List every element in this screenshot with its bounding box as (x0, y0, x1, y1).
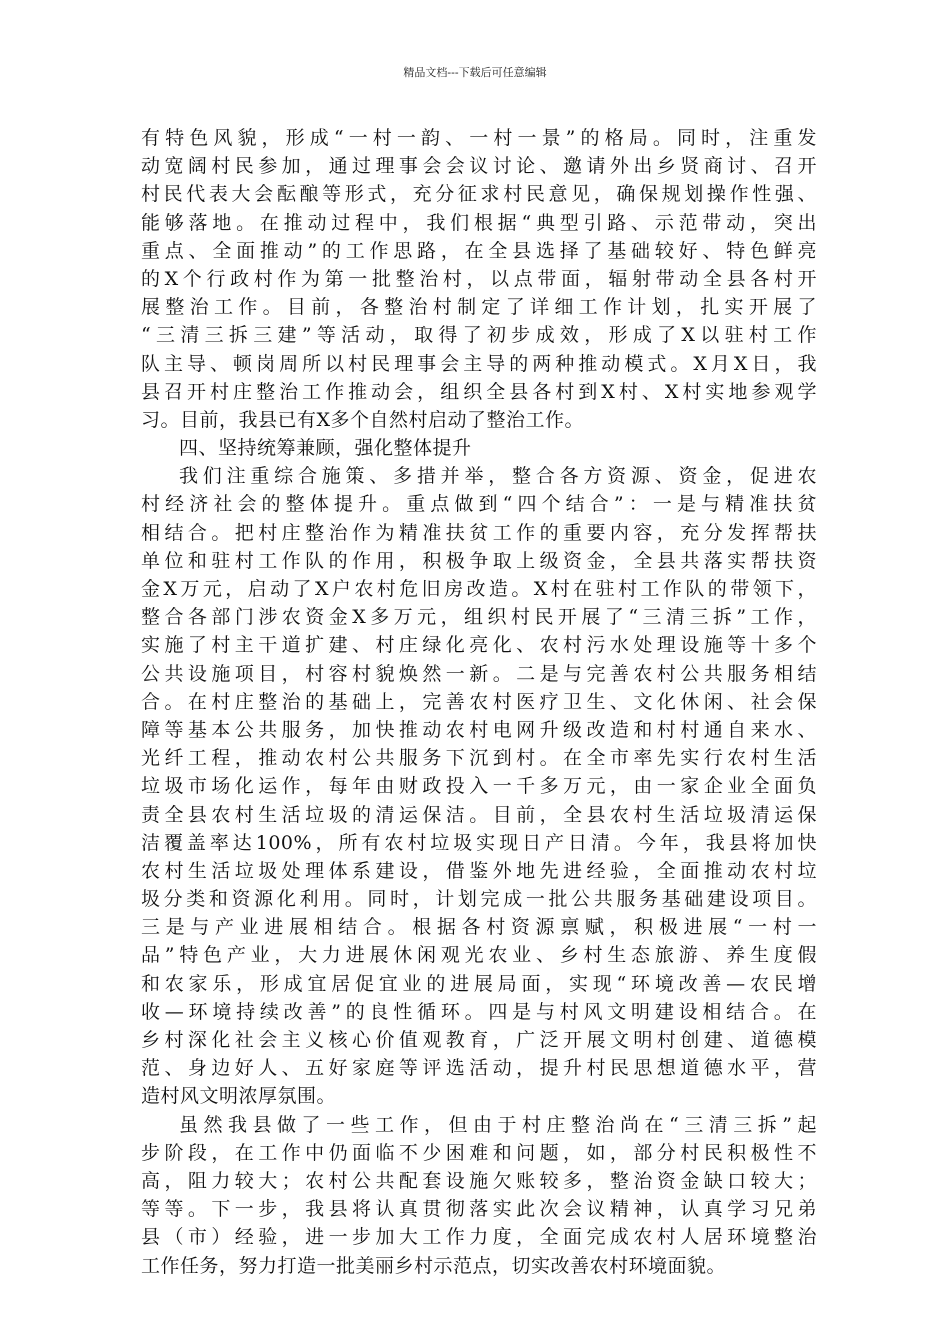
text-line: 能够落地。在推动过程中，我们根据“典型引路、示范带动，突出 (141, 211, 817, 234)
text-line: 高，阻力较大；农村公共配套设施欠账较多，整治资金缺口较大； (141, 1169, 817, 1192)
text-line: 村民代表大会酝酿等形式，充分征求村民意见，确保规划操作性强、 (141, 183, 817, 206)
text-line: 相结合。把村庄整治作为精准扶贫工作的重要内容，充分发挥帮扶 (141, 521, 817, 544)
text-line: 的X个行政村作为第一批整治村，以点带面，辐射带动全县各村开 (141, 267, 817, 290)
text-line: 队主导、顿岗周所以村民理事会主导的两种推动模式。X月X日，我 (141, 352, 817, 375)
text-line: 习。目前，我县已有X多个自然村启动了整治工作。 (141, 408, 585, 431)
text-line: 整合各部门涉农资金X多万元，组织村民开展了“三清三拆”工作， (141, 606, 817, 629)
text-line: 步阶段，在工作中仍面临不少困难和问题，如，部分村民积极性不 (141, 1141, 817, 1164)
text-line: 造村风文明浓厚氛围。 (141, 1085, 337, 1108)
text-line: 收—环境持续改善”的良性循环。四是与村风文明建设相结合。在 (141, 1000, 817, 1023)
text-line: 圾分类和资源化利用。同时，计划完成一批公共服务基础建设项目。 (141, 888, 817, 911)
text-line: 四、坚持统筹兼顾，强化整体提升 (179, 437, 472, 460)
text-line: 我们注重综合施策、多措并举，整合各方资源、资金，促进农 (179, 465, 817, 488)
text-line: 乡村深化社会主义核心价值观教育，广泛开展文明村创建、道德模 (141, 1029, 817, 1051)
text-line: 垃圾市场化运作，每年由财政投入一千多万元，由一家企业全面负 (141, 775, 817, 798)
text-line: 虽然我县做了一些工作，但由于村庄整治尚在“三清三拆”起 (179, 1113, 817, 1136)
text-line: 有特色风貌，形成“一村一韵、一村一景”的格局。同时，注重发 (141, 127, 817, 149)
text-line: 洁覆盖率达100%，所有农村垃圾实现日产日清。今年，我县将加快 (141, 831, 817, 854)
text-line: 三是与产业进展相结合。根据各村资源禀赋，积极进展“一村一 (141, 916, 817, 939)
text-line: 村经济社会的整体提升。重点做到“四个结合”：一是与精准扶贫 (141, 493, 817, 516)
text-line: 和农家乐，形成宜居促宜业的进展局面，实现“环境改善—农民增 (141, 972, 817, 995)
page-header: 精品文档---下载后可任意编辑 (403, 66, 547, 79)
text-line: 等等。下一步，我县将认真贯彻落实此次会议精神，认真学习兄弟 (141, 1198, 817, 1221)
text-line: 工作任务，努力打造一批美丽乡村示范点，切实改善农村环境面貌。 (141, 1254, 727, 1277)
text-line: 公共设施项目，村容村貌焕然一新。二是与完善农村公共服务相结 (141, 662, 817, 685)
text-line: 单位和驻村工作队的作用，积极争取上级资金，全县共落实帮扶资 (141, 549, 817, 572)
text-line: 县（市）经验，进一步加大工作力度，全面完成农村人居环境整治 (141, 1226, 817, 1249)
text-line: 障等基本公共服务，加快推动农村电网升级改造和村村通自来水、 (141, 718, 817, 741)
text-line: 动宽阔村民参加，通过理事会会议讨论、邀请外出乡贤商讨、召开 (141, 155, 817, 178)
document-body (141, 124, 817, 1280)
text-line: 光纤工程，推动农村公共服务下沉到村。在全市率先实行农村生活 (141, 747, 817, 770)
text-line: 县召开村庄整治工作推动会，组织全县各村到X村、X村实地参观学 (141, 380, 817, 403)
text-line: 范、身边好人、五好家庭等评选活动，提升村民思想道德水平，营 (141, 1057, 817, 1080)
text-line: 品”特色产业，大力进展休闲观光农业、乡村生态旅游、养生度假 (141, 944, 817, 967)
text-line: 农村生活垃圾处理体系建设，借鉴外地先进经验，全面推动农村垃 (141, 859, 817, 882)
text-line: “三清三拆三建”等活动，取得了初步成效，形成了X以驻村工作 (141, 324, 817, 347)
text-line: 责全县农村生活垃圾的清运保洁。目前，全县农村生活垃圾清运保 (141, 803, 817, 826)
text-line: 重点、全面推动”的工作思路，在全县选择了基础较好、特色鲜亮 (141, 239, 817, 262)
text-line: 展整治工作。目前，各整治村制定了详细工作计划，扎实开展了 (141, 296, 817, 319)
text-line: 金X万元，启动了X户农村危旧房改造。X村在驻村工作队的带领下， (141, 578, 817, 600)
text-line: 合。在村庄整治的基础上，完善农村医疗卫生、文化休闲、社会保 (141, 690, 817, 713)
text-line: 实施了村主干道扩建、村庄绿化亮化、农村污水处理设施等十多个 (141, 634, 817, 657)
